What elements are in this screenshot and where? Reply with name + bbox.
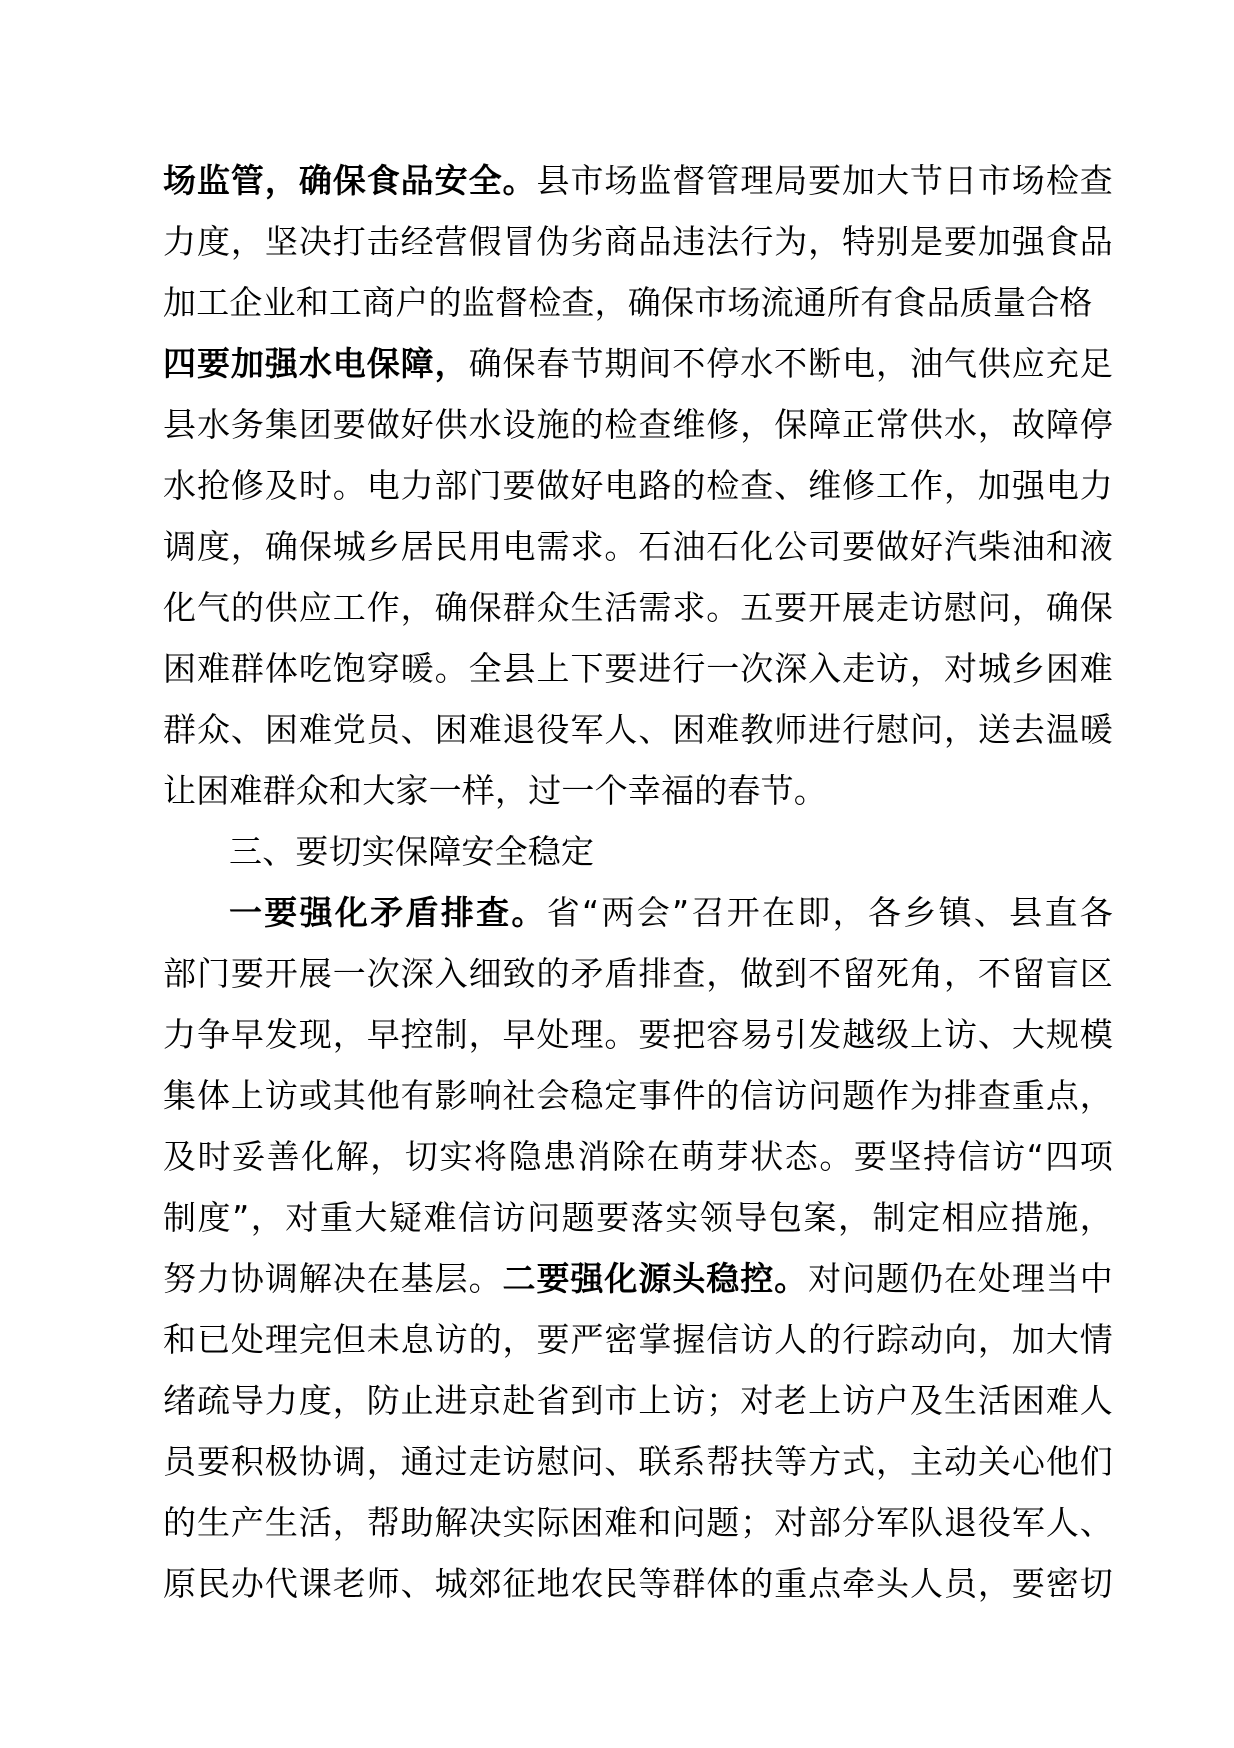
text-line-11: 让困难群众和大家一样，过一个幸福的春节。 — [163, 771, 827, 810]
text-line-18: 制度”，对重大疑难信访问题要落实领导包案，制定相应措施， — [163, 1198, 1113, 1237]
text-line-10: 群众、困难党员、困难退役军人、困难教师进行慰问，送去温暖 — [163, 710, 1113, 749]
text-line-20: 和已处理完但未息访的，要严密掌握信访人的行踪动向，加大情 — [163, 1320, 1113, 1359]
text-line-13: 一要强化矛盾排查。省“两会”召开在即，各乡镇、县直各 — [229, 893, 1113, 932]
text-line-17: 及时妥善化解，切实将隐患消除在萌芽状态。要坚持信访“四项 — [163, 1137, 1113, 1176]
text-line-24: 原民办代课老师、城郊征地农民等群体的重点牵头人员，要密切 — [163, 1564, 1113, 1603]
text-line-5: 县水务集团要做好供水设施的检查维修，保障正常供水，故障停 — [163, 405, 1113, 444]
text-line-6: 水抢修及时。电力部门要做好电路的检查、维修工作，加强电力 — [163, 466, 1113, 505]
text-line-8: 化气的供应工作，确保群众生活需求。五要开展走访慰问，确保 — [163, 588, 1113, 627]
section-heading: 三、要切实保障安全稳定 — [229, 832, 595, 871]
text-line-2: 力度，坚决打击经营假冒伪劣商品违法行为，特别是要加强食品 — [163, 222, 1113, 261]
text-line-1: 场监管，确保食品安全。县市场监督管理局要加大节日市场检查 — [163, 161, 1113, 200]
text-line-21: 绪疏导力度，防止进京赴省到市上访；对老上访户及生活困难人 — [163, 1381, 1113, 1420]
text-line-14: 部门要开展一次深入细致的矛盾排查，做到不留死角，不留盲区 — [163, 954, 1113, 993]
document-body — [163, 150, 1113, 1614]
text-line-15: 力争早发现，早控制，早处理。要把容易引发越级上访、大规模 — [163, 1015, 1113, 1054]
text-line-9: 困难群体吃饱穿暖。全县上下要进行一次深入走访，对城乡困难 — [163, 649, 1113, 688]
text-line-7: 调度，确保城乡居民用电需求。石油石化公司要做好汽柴油和液 — [163, 527, 1113, 566]
text-line-3: 加工企业和工商户的监督检查，确保市场流通所有食品质量合格 — [163, 283, 1093, 322]
text-line-22: 员要积极协调，通过走访慰问、联系帮扶等方式，主动关心他们 — [163, 1442, 1113, 1481]
text-line-23: 的生产生活，帮助解决实际困难和问题；对部分军队退役军人、 — [163, 1503, 1113, 1542]
text-line-19: 努力协调解决在基层。二要强化源头稳控。对问题仍在处理当中 — [163, 1259, 1113, 1298]
text-line-16: 集体上访或其他有影响社会稳定事件的信访问题作为排查重点， — [163, 1076, 1113, 1115]
text-line-4: 四要加强水电保障，确保春节期间不停水不断电，油气供应充足 — [163, 344, 1113, 383]
